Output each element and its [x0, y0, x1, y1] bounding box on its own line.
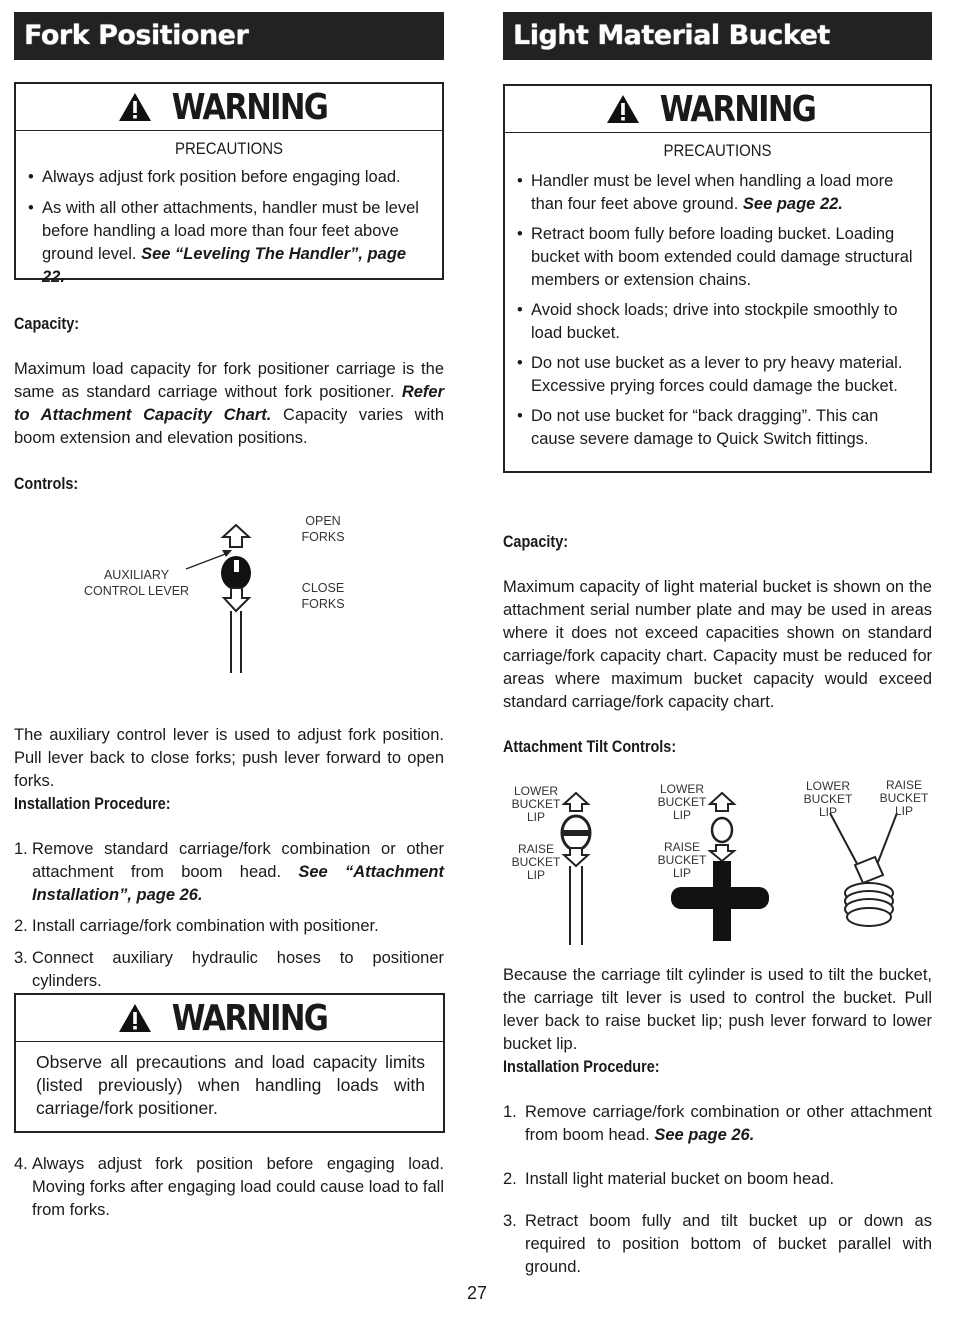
install-step-2: 2. Install light material bucket on boom head.	[503, 1170, 835, 1188]
warning-header	[16, 84, 442, 131]
tilt-lever-diagram	[503, 775, 932, 950]
fork-positioner-banner: Fork Positioner	[14, 12, 444, 60]
attachment-tilt-controls-heading: Attachment Tilt Controls:	[503, 737, 677, 756]
raise-bucket-lip-label-1: RAISE BUCKET LIP	[511, 842, 561, 882]
warning-title: WARNING	[659, 88, 816, 130]
attachment-capacity-chart-link[interactable]: Refer to Attachment Capacity Chart.	[14, 383, 444, 424]
precaution-item: • Avoid shock loads; drive into stockpile smoothly to load bucket.	[517, 301, 898, 342]
see-leveling-reference-link[interactable]: See “Leveling The Handler”, page 22.	[42, 245, 407, 286]
warning-box-precautions	[14, 82, 444, 286]
open-forks-label: OPEN FORKS	[301, 514, 345, 544]
install-step-2: 2. Install carriage/fork combination with positioner.	[14, 917, 379, 935]
warning-triangle-icon	[606, 94, 640, 124]
precautions-label: PRECAUTIONS	[174, 139, 284, 158]
warning-header	[505, 86, 930, 133]
warning-header	[16, 995, 443, 1042]
lower-bucket-lip-label-3: LOWER BUCKET LIP	[803, 779, 853, 819]
install-step-3: 3. Connect auxiliary hydraulic hoses to positioner cylinders.	[14, 949, 444, 990]
precaution-item: • Do not use bucket as a lever to pry heavy material. Excessive prying forces could damage the bucket.	[517, 354, 903, 395]
precaution-item: • Retract boom fully before loading bucket. Loading bucket with boom extended could damage structural members or extension chains.	[517, 225, 913, 289]
warning-triangle-icon	[118, 92, 152, 122]
tilt-lever-illustration-icon	[503, 775, 932, 950]
precaution-item: • Do not use bucket for “back dragging”. This can cause severe damage to Quick Switch fittings.	[517, 407, 879, 448]
auxiliary-lever-diagram	[64, 505, 404, 680]
tilt-controls-paragraph: Because the carriage tilt cylinder is used to tilt the bucket, the carriage tilt lever is used to control the bucket. Pull lever back to raise bucket lip; push lever forward to lower bucket lip.	[503, 966, 932, 1053]
precautions-label: PRECAUTIONS	[663, 141, 772, 160]
warning-text: Observe all precautions and load capacity limits (listed previously) when handling loads with carriage/fork positioner.	[36, 1052, 425, 1118]
warning-box-load-limits	[14, 993, 445, 1133]
see-page-26-link[interactable]: See page 26.	[654, 1126, 755, 1144]
controls-heading: Controls:	[14, 474, 79, 493]
precaution-item: • Handler must be level when handling a load more than four feet above ground. See page 22.	[517, 172, 894, 213]
precaution-item: • As with all other attachments, handler must be level before handling a load more than four feet above ground level. See “Leveling The Handler”, page 22.	[28, 199, 419, 286]
close-forks-label: CLOSE FORKS	[301, 581, 345, 611]
lower-bucket-lip-label-1: LOWER BUCKET LIP	[511, 784, 561, 824]
install-step-1: 1. Remove carriage/fork combination or other attachment from boom head. See page 26.	[503, 1103, 932, 1144]
page-number: 27	[466, 1283, 488, 1303]
light-material-bucket-banner: Light Material Bucket	[503, 12, 932, 60]
warning-box-bucket-precautions	[503, 84, 932, 473]
lower-bucket-lip-label-2: LOWER BUCKET LIP	[657, 782, 707, 822]
capacity-heading: Capacity:	[14, 314, 80, 333]
precaution-item: • Always adjust fork position before engaging load.	[28, 168, 401, 186]
install-step-1: 1. Remove standard carriage/fork combination or other attachment from boom head. See “Attachment Installation”, page 26.	[14, 840, 444, 904]
controls-paragraph: The auxiliary control lever is used to adjust fork position. Pull lever back to close forks; push lever forward to open forks.	[14, 726, 444, 790]
installation-procedure-heading: Installation Procedure:	[14, 794, 171, 813]
capacity-paragraph: Maximum load capacity for fork positioner carriage is the same as standard carriage without fork positioner. Refer to Attachment Capacity Chart. Capacity varies with boom extension and elevation positions.	[14, 360, 444, 447]
capacity-heading: Capacity:	[503, 532, 569, 551]
warning-title: WARNING	[171, 997, 328, 1039]
warning-triangle-icon	[118, 1003, 152, 1033]
install-step-3: 3. Retract boom fully and tilt bucket up or down as required to position bottom of bucket parallel with ground.	[503, 1212, 932, 1276]
capacity-paragraph: Maximum capacity of light material bucket is shown on the attachment serial number plate and may be used in areas where it does not exceed capacities shown on standard carriage/fork capacity chart. Capacity must be reduced for areas where maximum bucket capacity would exceed standard carriage/fork capacity chart.	[503, 578, 932, 711]
warning-title: WARNING	[171, 86, 327, 128]
auxiliary-control-lever-label: AUXILIARY CONTROL LEVER	[83, 568, 190, 598]
raise-bucket-lip-label-3: RAISE BUCKET LIP	[879, 778, 929, 818]
install-step-4: 4. Always adjust fork position before engaging load. Moving forks after engaging load could cause load to fall from forks.	[14, 1155, 444, 1219]
installation-procedure-heading: Installation Procedure:	[503, 1057, 660, 1076]
see-page-22-link[interactable]: See page 22.	[742, 195, 843, 213]
raise-bucket-lip-label-2: RAISE BUCKET LIP	[657, 840, 707, 880]
see-attachment-installation-link[interactable]: See “Attachment Installation”, page 26.	[32, 863, 444, 904]
